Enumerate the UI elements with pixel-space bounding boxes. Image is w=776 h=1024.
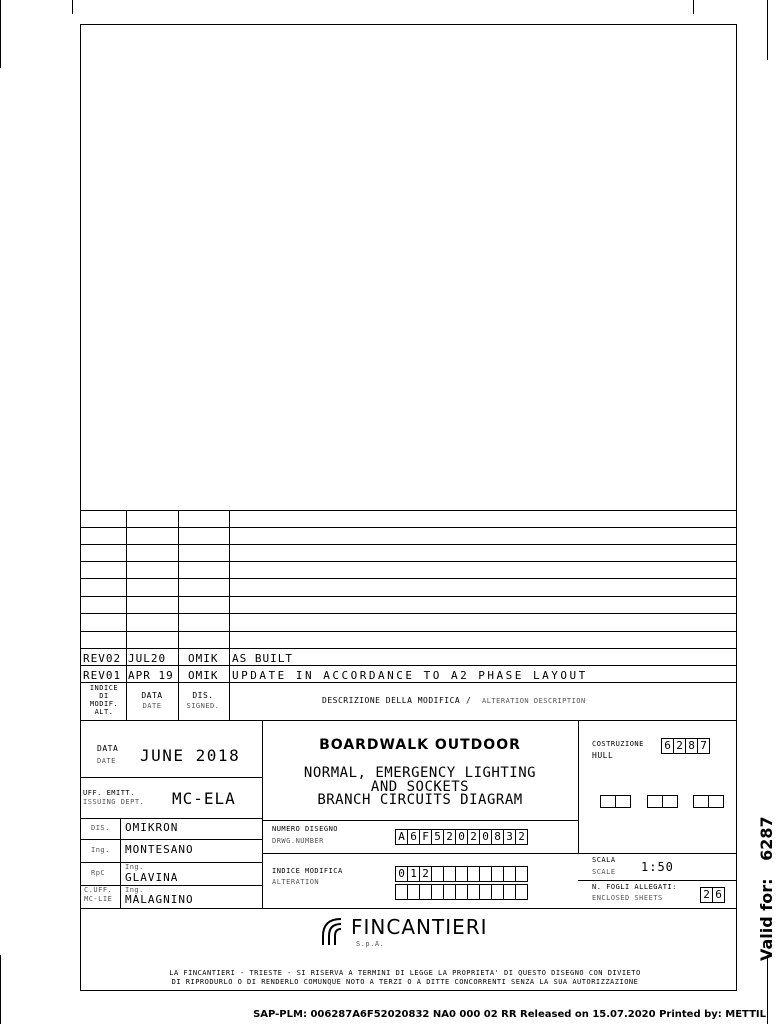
character-box: 8 — [491, 829, 504, 845]
alteration-index-boxes-2 — [396, 884, 528, 900]
empty-box — [600, 795, 616, 808]
line-left-1 — [80, 777, 262, 778]
sheets-label-en: ENCLOSED SHEETS — [592, 894, 663, 902]
line-mid-2 — [262, 853, 737, 854]
header-description-sep: / — [466, 696, 472, 705]
hull-number — [662, 738, 710, 754]
drawing-title: BOARDWALK OUTDOOR — [319, 737, 521, 753]
header-description-it: DESCRIZIONE DELLA MODIFICA — [322, 696, 461, 705]
sheet-edge-right-top — [767, 0, 768, 60]
header-signed-it: DIS. — [192, 691, 214, 700]
character-box: 2 — [443, 829, 456, 845]
chief-office-sub-label: Ing. — [125, 886, 144, 894]
alteration-label-it: INDICE MODIFICA — [272, 867, 343, 875]
sheet-edge-left-bottom — [0, 955, 1, 1024]
revision-signed: OMIK — [188, 652, 219, 665]
rpc-sub-label: Ing. — [125, 863, 144, 871]
header-date-en: DATE — [142, 702, 162, 710]
title-block-bottom-line — [80, 908, 737, 909]
character-box: F — [419, 829, 432, 845]
character-box — [515, 866, 528, 882]
character-box: 2 — [700, 887, 713, 903]
chief-office-label-2: MC-LIE — [84, 895, 113, 903]
issuing-dept-label-it: UFF. EMITT. — [83, 789, 135, 797]
empty-box — [662, 795, 678, 808]
legal-notice-line-1: LA FINCANTIERI - TRIESTE - SI RISERVA A TERMINI DI LEGGE LA PROPRIETA' DI QUESTO DISEGNO CON DIVIETO — [169, 969, 641, 977]
sheet-tick-top-right — [693, 0, 694, 14]
character-box: 2 — [515, 829, 528, 845]
header-signed-en: SIGNED. — [186, 702, 220, 710]
revision-column-line — [126, 510, 127, 720]
validity-stamp — [759, 811, 775, 961]
character-box — [515, 884, 528, 900]
character-box: 7 — [697, 738, 710, 754]
hull-label-en: HULL — [592, 751, 614, 760]
empty-box — [708, 795, 724, 808]
revision-description: AS BUILT — [232, 652, 293, 665]
drawing-subtitle-3: BRANCH CIRCUITS DIAGRAM — [317, 792, 523, 808]
revision-column-line — [229, 510, 230, 720]
character-box: 2 — [419, 866, 432, 882]
alteration-label-en: ALTERATION — [272, 878, 320, 886]
revision-date: APR 19 — [128, 669, 174, 682]
line-left-4 — [80, 862, 262, 863]
issue-date: JUNE 2018 — [140, 746, 241, 765]
hull-label-it: COSTRUZIONE — [592, 740, 644, 748]
character-box: 0 — [455, 829, 468, 845]
character-box: 6 — [712, 887, 725, 903]
engineer-label: Ing. — [91, 846, 110, 854]
validity-label: Valid for: — [757, 878, 776, 961]
revision-signed: OMIK — [188, 669, 219, 682]
header-description-en: ALTERATION DESCRIPTION — [482, 697, 586, 705]
sheet-edge-left-top — [0, 0, 1, 68]
chief-office-label: C.UFF. — [84, 886, 113, 894]
line-mid-1 — [262, 820, 578, 821]
header-date-it: DATA — [141, 691, 163, 700]
issuing-dept-label-en: ISSUING DEPT. — [83, 798, 145, 806]
character-box: 3 — [503, 829, 516, 845]
revision-date: JUL20 — [128, 652, 167, 665]
revision-index: REV01 — [83, 669, 122, 682]
header-alteration-index: INDICE DI MODIF. ALT. — [89, 684, 119, 716]
validity-hull: 6287 — [757, 816, 776, 861]
character-box: 1 — [407, 866, 420, 882]
sheet-edge-right-bottom — [767, 955, 768, 1024]
issuing-dept: MC-ELA — [172, 789, 236, 808]
chief-office-name: MALAGNINO — [125, 893, 194, 906]
character-box: 5 — [431, 829, 444, 845]
line-right-1 — [578, 880, 737, 881]
company-name: FINCANTIERI — [351, 915, 488, 939]
sheet-tick-top-left — [72, 0, 73, 14]
revision-description: UPDATE IN ACCORDANCE TO A2 PHASE LAYOUT — [232, 669, 588, 682]
drawn-by: OMIKRON — [125, 821, 179, 834]
rpc-label: RpC — [91, 869, 106, 877]
empty-box — [615, 795, 631, 808]
drawing-number — [396, 829, 528, 845]
revision-index: REV02 — [83, 652, 122, 665]
company-suffix: S.p.A. — [356, 940, 385, 948]
date-label-it: DATA — [97, 744, 119, 753]
fincantieri-logo-icon — [319, 916, 347, 946]
engineer: MONTESANO — [125, 843, 194, 856]
empty-box — [647, 795, 663, 808]
line-left-2 — [80, 818, 262, 819]
title-block-top-line — [80, 720, 737, 721]
character-box: 2 — [673, 738, 686, 754]
date-label-en: DATE — [97, 757, 116, 765]
rpc-name: GLAVINA — [125, 871, 179, 884]
drawing-number-label-en: DRWG.NUMBER — [272, 837, 324, 845]
drawing-subtitle-1: NORMAL, EMERGENCY LIGHTING — [303, 765, 537, 781]
character-box: 6 — [407, 829, 420, 845]
character-box: 2 — [467, 829, 480, 845]
drawing-number-label-it: NUMERO DISEGNO — [272, 825, 339, 833]
drawing-subtitle-2: AND SOCKETS — [370, 779, 470, 795]
alteration-index-boxes — [396, 866, 528, 882]
character-box: 6 — [661, 738, 674, 754]
drawn-label: DIS. — [91, 824, 110, 832]
character-box: A — [395, 829, 408, 845]
plm-release-footer: SAP-PLM: 006287A6F52020832 NA0 000 02 RR Released on 15.07.2020 Printed by: METTIL — [253, 1009, 766, 1020]
revision-column-line — [178, 510, 179, 720]
legal-notice-line-2: DI RIPRODURLO O DI RENDERLO COMUNQUE NOTO A TERZI O A DITTE CONCORRENTI SENZA LA SUA AUTORIZZAZIONE — [171, 978, 639, 986]
line-left-3 — [80, 839, 262, 840]
scale-label-en: SCALE — [592, 868, 616, 876]
character-box: 0 — [479, 829, 492, 845]
sheets-label-it: N. FOGLI ALLEGATI: — [592, 883, 677, 891]
enclosed-sheets — [701, 887, 725, 903]
line-left-labels — [120, 818, 121, 908]
character-box: 8 — [685, 738, 698, 754]
scale-label-it: SCALA — [592, 856, 616, 864]
scale-value: 1:50 — [641, 860, 674, 874]
character-box: 0 — [395, 866, 408, 882]
title-block-divider-right — [578, 720, 579, 853]
empty-box — [693, 795, 709, 808]
